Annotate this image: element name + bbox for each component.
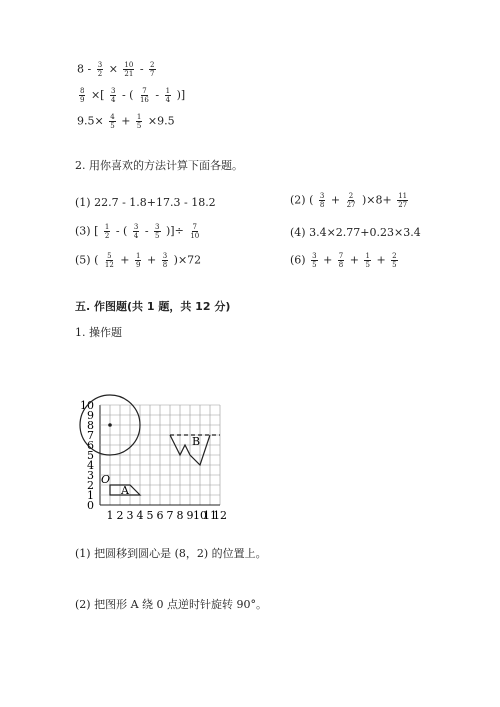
fraction: $\frac{7}{8}$ xyxy=(338,252,344,269)
x-tick-label: 6 xyxy=(156,509,164,522)
fraction: $\frac{10}{21}$ xyxy=(124,61,134,78)
calc-line-2 xyxy=(77,87,185,104)
y-tick-label: 4 xyxy=(87,459,94,472)
y-tick-label: 3 xyxy=(87,469,94,482)
y-tick-label: 1 xyxy=(87,489,94,502)
fraction: $\frac{1}{5}$ xyxy=(136,113,142,130)
y-tick-label: 2 xyxy=(87,479,94,492)
problem-1: (1) 22.7 - 1.8+17.3 - 18.2 xyxy=(75,196,216,209)
problem-4: (4) 3.4×2.77+0.23×3.4 xyxy=(290,226,421,239)
calc-line-3 xyxy=(77,113,175,130)
x-axis-labels xyxy=(107,509,228,522)
fraction: $\frac{3}{5}$ xyxy=(155,223,160,240)
fraction: $\frac{3}{4}$ xyxy=(133,223,139,240)
fraction: $\frac{2}{7}$ xyxy=(150,61,155,78)
operator: - xyxy=(155,88,160,102)
y-tick-label: 0 xyxy=(87,499,94,512)
x-tick-label: 8 xyxy=(176,509,184,522)
coordinate-grid xyxy=(60,355,290,530)
fraction: $\frac{5}{12}$ xyxy=(104,252,114,269)
fraction: $\frac{2}{27}$ xyxy=(346,192,356,209)
x-tick-label: 12 xyxy=(213,509,227,522)
problem-6: (6) $\frac{3}{5}$ + $\frac{7}{8}$ + $\frac{1}{5}$ + $\frac{2}{5}$ xyxy=(290,252,397,269)
calc-line-1 xyxy=(77,61,158,78)
fraction: $\frac{3}{8}$ xyxy=(162,252,168,269)
x-tick-label: 7 xyxy=(166,509,174,522)
y-axis-labels xyxy=(80,399,94,512)
fraction: $\frac{3}{4}$ xyxy=(110,87,116,104)
operator: )] xyxy=(176,88,186,102)
section5-heading: 五. 作图题(共 1 题，共 12 分) xyxy=(75,300,231,313)
y-tick-label: 5 xyxy=(87,449,94,462)
fraction: $\frac{3}{2}$ xyxy=(97,61,103,78)
operator: - xyxy=(139,62,144,76)
section2-title: 2. 用你喜欢的方法计算下面各题。 xyxy=(75,159,243,172)
operator: + xyxy=(121,114,131,128)
operation-question-1: (1) 把圆移到圆心是 (8，2) 的位置上。 xyxy=(75,547,267,560)
fraction: $\frac{1}{9}$ xyxy=(136,252,141,269)
x-tick-label: 3 xyxy=(126,509,134,522)
expr-text: 8 - xyxy=(77,62,92,76)
operation-question-2: (2) 把图形 A 绕 0 点逆时针旋转 90°。 xyxy=(75,598,267,611)
x-tick-label: 1 xyxy=(106,509,114,522)
y-tick-label: 7 xyxy=(87,429,94,442)
grid-lines xyxy=(100,405,220,505)
fraction: $\frac{7}{16}$ xyxy=(139,87,149,104)
expr-text: ×9.5 xyxy=(147,114,175,128)
problem-3: (3) [ $\frac{1}{2}$ - ( $\frac{3}{4}$ - $\frac{3}{5}$ )]÷ $\frac{7}{10}$ xyxy=(75,223,200,240)
fraction: $\frac{11}{27}$ xyxy=(398,192,408,209)
circle-center-dot xyxy=(108,423,112,427)
y-tick-label: 6 xyxy=(87,439,94,452)
x-tick-label: 4 xyxy=(136,509,144,522)
fraction: $\frac{3}{5}$ xyxy=(312,252,317,269)
operator: ×[ xyxy=(90,88,105,102)
operator: × xyxy=(108,62,118,76)
fraction: $\frac{1}{2}$ xyxy=(104,223,110,240)
fraction: $\frac{1}{4}$ xyxy=(165,87,171,104)
label-o: O xyxy=(101,473,111,486)
x-tick-label: 10 xyxy=(193,509,207,522)
problem-5: (5) ( $\frac{5}{12}$ + $\frac{1}{9}$ + $\frac{3}{8}$ )×72 xyxy=(75,252,202,269)
x-tick-label: 2 xyxy=(116,509,124,522)
fraction: $\frac{7}{10}$ xyxy=(190,223,200,240)
section5-subtitle: 1. 操作题 xyxy=(75,326,122,339)
fraction: $\frac{8}{9}$ xyxy=(80,87,85,104)
problem-2: (2) ( $\frac{3}{8}$ + $\frac{2}{27}$ )×8+ $\frac{11}{27}$ xyxy=(290,192,408,209)
fraction: $\frac{4}{5}$ xyxy=(110,113,115,130)
y-tick-label: 10 xyxy=(80,399,94,412)
operator: - ( xyxy=(121,88,134,102)
fraction: $\frac{3}{8}$ xyxy=(319,192,325,209)
x-tick-label: 11 xyxy=(203,509,217,522)
label-a: A xyxy=(121,484,129,497)
y-tick-label: 8 xyxy=(87,419,94,432)
fraction: $\frac{2}{5}$ xyxy=(392,252,397,269)
fraction: $\frac{1}{5}$ xyxy=(365,252,370,269)
expr-text: 9.5× xyxy=(77,114,104,128)
label-b: B xyxy=(192,435,201,448)
y-tick-label: 9 xyxy=(87,409,94,422)
x-tick-label: 5 xyxy=(146,509,154,522)
x-tick-label: 9 xyxy=(186,509,194,522)
